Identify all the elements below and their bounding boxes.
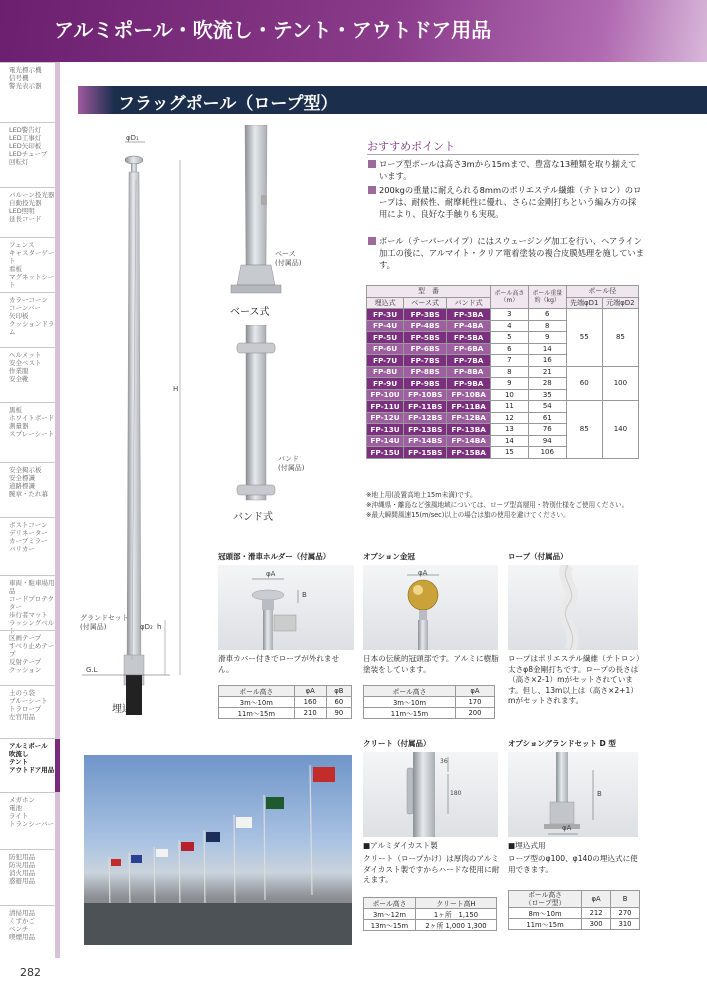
cell-base: FP-3BS bbox=[404, 309, 447, 321]
option-crown-th: φA bbox=[455, 686, 494, 697]
sidebar-category-item[interactable] bbox=[0, 630, 60, 685]
sidebar-tab-marker bbox=[55, 403, 60, 463]
cell-height: 13 bbox=[490, 424, 528, 436]
rope-caption: ロープ（付属品） bbox=[508, 552, 568, 561]
sidebar-tab-marker bbox=[55, 686, 60, 739]
option-crown-table bbox=[363, 685, 495, 719]
cell-band: FP-14BA bbox=[447, 435, 491, 447]
embedded-caption: 埋込式 bbox=[112, 704, 142, 715]
option-crown-desc: 日本の伝統的冠頭部です。アルミに樹脂塗装をしています。 bbox=[363, 654, 499, 674]
sidebar-category-item[interactable] bbox=[0, 685, 60, 738]
cleat-caption: クリート（付属品） bbox=[363, 739, 431, 748]
cell-weight: 6 bbox=[528, 309, 566, 321]
sidebar-tab-marker bbox=[55, 850, 60, 906]
ground-set-cell: 11m〜15m bbox=[509, 919, 582, 930]
base-type-svg bbox=[225, 125, 305, 310]
table-note: ※沖縄県・離島など強風地域については、ロープ型高層用・特別仕様をご使用ください。 bbox=[366, 501, 629, 509]
sidebar-category-item[interactable] bbox=[0, 402, 60, 462]
sidebar-category-item[interactable] bbox=[0, 738, 60, 792]
sidebar-category-label: フェンス キャスターゲート 看板 マグネットシート bbox=[9, 241, 55, 289]
option-crown-th: ポール高さ bbox=[364, 686, 456, 697]
cell-band: FP-10BA bbox=[447, 389, 491, 401]
stadium-photo-svg bbox=[84, 755, 352, 945]
th-embed: 埋込式 bbox=[367, 297, 404, 309]
sidebar-category-label: カラーコーン コーンバー 矢印板 クッションドラム bbox=[9, 296, 55, 336]
cleat-dim-36: 36 bbox=[440, 758, 448, 765]
embedded-pole-svg bbox=[70, 120, 230, 740]
cleat-cell: 3m〜12m bbox=[364, 909, 416, 920]
cell-d2: 100 bbox=[602, 366, 638, 401]
ground-set-caption: オプショングランドセット D 型 bbox=[508, 739, 616, 748]
cleat-table bbox=[363, 897, 497, 931]
sidebar-tab-marker bbox=[55, 576, 60, 631]
ground-set-th: B bbox=[611, 891, 640, 908]
cell-height: 12 bbox=[490, 412, 528, 424]
table-row bbox=[367, 309, 639, 321]
cleat-dim-180: 180 bbox=[450, 790, 462, 797]
cell-band: FP-13BA bbox=[447, 424, 491, 436]
sidebar-category-label: 電光標示機 信号機 警光表示器 bbox=[9, 66, 42, 90]
cell-band: FP-5BA bbox=[447, 332, 491, 344]
sidebar-tab-marker bbox=[55, 463, 60, 518]
sidebar-category-label: 安全掲示板 安全標識 道路標識 腕章・たれ幕 bbox=[9, 466, 48, 498]
sidebar-category-label: 区画テープ すべり止めテープ 反射テープ クッション bbox=[9, 634, 55, 674]
ground-set-cell: 270 bbox=[611, 908, 640, 919]
cell-band: FP-11BA bbox=[447, 401, 491, 413]
cleat-desc: クリート（ロープかけ）は厚肉のアルミダイカスト製ですからハードな使用に耐えます。 bbox=[363, 854, 500, 884]
option-crown-svg bbox=[363, 565, 498, 650]
cell-weight: 106 bbox=[528, 447, 566, 459]
cell-embed: FP-3U bbox=[367, 309, 404, 321]
cell-band: FP-3BA bbox=[447, 309, 491, 321]
ground-set-th: ポール高さ （ロープ型） bbox=[509, 891, 582, 908]
crown-th: ポール高さ bbox=[219, 686, 295, 697]
th-base: ベース式 bbox=[404, 297, 447, 309]
sidebar-category-item[interactable] bbox=[0, 462, 60, 517]
sidebar-category-item[interactable] bbox=[0, 792, 60, 849]
band-label: バンド (付属品) bbox=[278, 455, 305, 472]
crown-desc: 滑車カバー付きでロープが外れません。 bbox=[218, 654, 340, 674]
cell-weight: 35 bbox=[528, 389, 566, 401]
sidebar-category-label: 防犯用品 防災用品 消火用品 惑避用品 bbox=[9, 853, 35, 885]
category-sidebar bbox=[0, 62, 60, 957]
ground-set-cell: 8m〜10m bbox=[509, 908, 582, 919]
bullet-square-icon bbox=[368, 160, 376, 168]
sidebar-category-item[interactable] bbox=[0, 849, 60, 905]
cell-base: FP-13BS bbox=[404, 424, 447, 436]
dim-h-large: H bbox=[173, 385, 179, 393]
cell-weight: 9 bbox=[528, 332, 566, 344]
cell-weight: 21 bbox=[528, 366, 566, 378]
cell-height: 7 bbox=[490, 355, 528, 367]
cell-embed: FP-4U bbox=[367, 320, 404, 332]
sidebar-category-label: 土のう袋 ブルーシート トラロープ 左官用品 bbox=[9, 689, 48, 721]
cell-base: FP-10BS bbox=[404, 389, 447, 401]
cleat-th: クリート高H bbox=[415, 898, 496, 909]
cell-base: FP-5BS bbox=[404, 332, 447, 344]
sidebar-tab-marker bbox=[55, 348, 60, 403]
crown-cell: 60 bbox=[326, 697, 351, 708]
cell-embed: FP-9U bbox=[367, 378, 404, 390]
sidebar-category-label: メガホン 電池 ライト トランシーバー bbox=[9, 796, 55, 828]
model-spec-table bbox=[366, 285, 639, 459]
cleat-cell: 13m〜15m bbox=[364, 920, 416, 931]
band-caption: バンド式 bbox=[233, 512, 273, 523]
points-rule bbox=[367, 154, 639, 155]
option-crown-caption: オプション金冠 bbox=[363, 552, 415, 561]
cell-base: FP-7BS bbox=[404, 355, 447, 367]
sidebar-category-item[interactable] bbox=[0, 517, 60, 575]
ground-set-dim-a: φA bbox=[562, 824, 572, 832]
sidebar-category-label: ボストコーン デリネーター カーブミラー バリカー bbox=[9, 521, 48, 553]
table-note: ※地上用(設置高地上15m未満)です。 bbox=[366, 491, 477, 499]
cell-band: FP-4BA bbox=[447, 320, 491, 332]
ground-set-dim-b: B bbox=[597, 790, 602, 798]
cell-embed: FP-11U bbox=[367, 401, 404, 413]
cell-height: 15 bbox=[490, 447, 528, 459]
rope-svg bbox=[508, 565, 638, 650]
cleat-th: ポール高さ bbox=[364, 898, 416, 909]
sidebar-tab-marker bbox=[55, 63, 60, 123]
point-item: ロープ型ポールは高さ3mから15mまで、豊富な13種類を取り揃えています。 bbox=[368, 158, 644, 182]
cell-band: FP-8BA bbox=[447, 366, 491, 378]
option-crown-cell: 170 bbox=[455, 697, 494, 708]
section-title-accent bbox=[78, 86, 114, 114]
th-model: 型 番 bbox=[367, 286, 491, 298]
sidebar-category-item[interactable] bbox=[0, 187, 60, 237]
cell-base: FP-8BS bbox=[404, 366, 447, 378]
option-crown-cell: 200 bbox=[455, 708, 494, 719]
option-crown-cell: 3m〜10m bbox=[364, 697, 456, 708]
sidebar-tab-marker bbox=[55, 188, 60, 238]
cell-base: FP-12BS bbox=[404, 412, 447, 424]
model-table-body bbox=[367, 309, 639, 459]
crown-cell: 160 bbox=[294, 697, 326, 708]
grand-set-label: グランドセット (付属品) bbox=[80, 614, 129, 631]
cell-height: 5 bbox=[490, 332, 528, 344]
cleat-diagram bbox=[363, 752, 498, 837]
point-item: 200kgの重量に耐えられる8mmのポリエステル繊維（テトロン）のロープは、耐候性、耐摩耗性に優れ、さらに金剛打ちという編み方の採用により、良好な手触りも実現。 bbox=[368, 184, 644, 221]
option-crown-dim-a: φA bbox=[418, 569, 428, 577]
cell-weight: 94 bbox=[528, 435, 566, 447]
sidebar-category-label: 車両・駐車場用品 コードプロテクター 歩行者マット ラッシングベルト bbox=[9, 579, 55, 635]
cell-weight: 28 bbox=[528, 378, 566, 390]
cell-embed: FP-15U bbox=[367, 447, 404, 459]
cell-base: FP-11BS bbox=[404, 401, 447, 413]
table-note: ※最大瞬間風速15(m/sec)以上の場合は旗の使用を避けてください。 bbox=[366, 511, 570, 519]
bullet-square-icon bbox=[368, 237, 376, 245]
cell-weight: 14 bbox=[528, 343, 566, 355]
cell-embed: FP-8U bbox=[367, 366, 404, 378]
ground-set-table bbox=[508, 890, 640, 930]
sidebar-tab-marker bbox=[55, 238, 60, 293]
dim-h-small: h bbox=[157, 623, 162, 631]
cell-d2: 85 bbox=[602, 309, 638, 367]
cleat-cell: 1ヶ所 1,150 bbox=[415, 909, 496, 920]
cell-weight: 8 bbox=[528, 320, 566, 332]
sidebar-tab-marker bbox=[55, 123, 60, 188]
sidebar-category-label: 黒板 ホワイトボード 測量器 スプレーシート bbox=[9, 406, 55, 438]
cell-band: FP-12BA bbox=[447, 412, 491, 424]
sidebar-category-item[interactable] bbox=[0, 905, 60, 957]
crown-dim-a: φA bbox=[266, 570, 276, 578]
option-crown-diagram bbox=[363, 565, 498, 650]
cell-band: FP-7BA bbox=[447, 355, 491, 367]
cleat-cell: 2ヶ所 1,000 1,300 bbox=[415, 920, 496, 931]
table-row bbox=[367, 401, 639, 413]
cell-weight: 16 bbox=[528, 355, 566, 367]
cell-height: 11 bbox=[490, 401, 528, 413]
flagpole-stadium-photo bbox=[84, 755, 352, 945]
cell-embed: FP-6U bbox=[367, 343, 404, 355]
ground-set-th: φA bbox=[582, 891, 611, 908]
sidebar-category-item[interactable] bbox=[0, 122, 60, 187]
sidebar-tab-marker bbox=[55, 631, 60, 686]
sidebar-category-item[interactable] bbox=[0, 237, 60, 292]
band-type-drawing bbox=[225, 325, 305, 505]
points-title: おすすめポイント bbox=[367, 140, 456, 153]
base-caption: ベース式 bbox=[230, 307, 270, 318]
table-row bbox=[367, 366, 639, 378]
sidebar-category-label: LED警告灯 LED工事灯 LED矢印板 LEDチューブ 回転灯 bbox=[9, 126, 48, 166]
cell-height: 10 bbox=[490, 389, 528, 401]
rope-photo bbox=[508, 565, 638, 650]
page-title: アルミポール・吹流し・テント・アウトドア用品 bbox=[54, 18, 492, 42]
cleat-material: ■アルミダイカスト製 bbox=[363, 841, 438, 850]
cell-height: 14 bbox=[490, 435, 528, 447]
ground-set-type: ■埋込式用 bbox=[508, 841, 546, 850]
sidebar-category-item[interactable] bbox=[0, 62, 60, 122]
cell-height: 4 bbox=[490, 320, 528, 332]
th-band: バンド式 bbox=[447, 297, 491, 309]
cell-base: FP-4BS bbox=[404, 320, 447, 332]
th-height: ポール高さ （m） bbox=[490, 286, 528, 309]
crown-th: φA bbox=[294, 686, 326, 697]
section-title: フラッグポール（ロープ型） bbox=[118, 94, 338, 114]
cell-height: 6 bbox=[490, 343, 528, 355]
cell-base: FP-6BS bbox=[404, 343, 447, 355]
cell-weight: 61 bbox=[528, 412, 566, 424]
crown-cell: 3m〜10m bbox=[219, 697, 295, 708]
crown-th: φB bbox=[326, 686, 351, 697]
cell-base: FP-14BS bbox=[404, 435, 447, 447]
cell-band: FP-9BA bbox=[447, 378, 491, 390]
th-d2: 元端φD2 bbox=[602, 297, 638, 309]
ground-set-cell: 212 bbox=[582, 908, 611, 919]
base-type-drawing bbox=[225, 125, 305, 310]
th-diameter: ポール径 bbox=[566, 286, 638, 298]
band-type-svg bbox=[225, 325, 305, 505]
cell-base: FP-9BS bbox=[404, 378, 447, 390]
cell-d1: 60 bbox=[566, 366, 602, 401]
cleat-svg bbox=[363, 752, 498, 837]
crown-caption: 冠頭部・滑車ホルダー（付属品） bbox=[218, 552, 331, 561]
cell-height: 3 bbox=[490, 309, 528, 321]
th-d1: 先端φD1 bbox=[566, 297, 602, 309]
cell-d1: 55 bbox=[566, 309, 602, 367]
cell-embed: FP-14U bbox=[367, 435, 404, 447]
crown-cell: 11m〜15m bbox=[219, 708, 295, 719]
ground-set-diagram bbox=[508, 752, 638, 837]
cell-band: FP-6BA bbox=[447, 343, 491, 355]
rope-desc: ロープはポリエステル繊維（テトロン）太さφ8金剛打ちです。ロープの長さは（高さ×2-1）mがセットされています。但し、13m以上は（高さ×2+1）mがセットされます。 bbox=[508, 654, 640, 705]
cell-embed: FP-12U bbox=[367, 412, 404, 424]
cell-height: 9 bbox=[490, 378, 528, 390]
gl-label: G.L bbox=[86, 666, 98, 674]
sidebar-category-label: アルミポール 吹流し テント アウトドア用品 bbox=[9, 742, 55, 774]
sidebar-category-item[interactable] bbox=[0, 575, 60, 635]
dim-d2-label: φD₂ bbox=[140, 623, 153, 631]
sidebar-tab-marker bbox=[55, 793, 60, 850]
page-number: 282 bbox=[20, 966, 41, 979]
cell-embed: FP-5U bbox=[367, 332, 404, 344]
crown-cell: 210 bbox=[294, 708, 326, 719]
ground-set-desc: ロープ型のφ100、φ140の埋込式に使用できます。 bbox=[508, 854, 638, 874]
sidebar-category-label: 清掃用品 くずかご ベンチ 喫煙用品 bbox=[9, 909, 35, 941]
cell-embed: FP-13U bbox=[367, 424, 404, 436]
embedded-pole-drawing bbox=[70, 120, 230, 740]
ground-set-cell: 310 bbox=[611, 919, 640, 930]
sidebar-category-label: ヘルメット 安全ベスト 作業服 安全靴 bbox=[9, 351, 42, 383]
sidebar-tab-marker bbox=[55, 906, 60, 958]
sidebar-category-label: バルーン投光器 自動投光器 LED照明 延長コード bbox=[9, 191, 55, 223]
cell-base: FP-15BS bbox=[404, 447, 447, 459]
crown-diagram bbox=[218, 565, 354, 650]
cell-d1: 85 bbox=[566, 401, 602, 459]
cell-weight: 54 bbox=[528, 401, 566, 413]
crown-cell: 90 bbox=[326, 708, 351, 719]
cell-embed: FP-7U bbox=[367, 355, 404, 367]
ground-set-cell: 300 bbox=[582, 919, 611, 930]
base-label: ベース (付属品) bbox=[275, 250, 302, 267]
point-item: ポール（テーパーパイプ）にはスウェージング加工を行い、ヘアライン加工の後に、アルマイト・クリア電着塗装の複合皮膜処理を施しています。 bbox=[368, 235, 644, 272]
sidebar-tab-marker bbox=[55, 293, 60, 348]
crown-dim-b: B bbox=[302, 591, 307, 599]
sidebar-category-item[interactable] bbox=[0, 292, 60, 347]
cell-band: FP-15BA bbox=[447, 447, 491, 459]
option-crown-cell: 11m〜15m bbox=[364, 708, 456, 719]
sidebar-tab-marker bbox=[55, 739, 60, 793]
crown-table bbox=[218, 685, 352, 719]
cell-weight: 76 bbox=[528, 424, 566, 436]
cell-height: 8 bbox=[490, 366, 528, 378]
sidebar-category-item[interactable] bbox=[0, 347, 60, 402]
crown-svg bbox=[218, 565, 354, 650]
bullet-square-icon bbox=[368, 186, 376, 194]
sidebar-tab-marker bbox=[55, 518, 60, 576]
cell-d2: 140 bbox=[602, 401, 638, 459]
cell-embed: FP-10U bbox=[367, 389, 404, 401]
th-weight: ポール重量 約（kg） bbox=[528, 286, 566, 309]
ground-set-svg bbox=[508, 752, 638, 837]
dim-d1-label: φD₁ bbox=[126, 134, 139, 142]
